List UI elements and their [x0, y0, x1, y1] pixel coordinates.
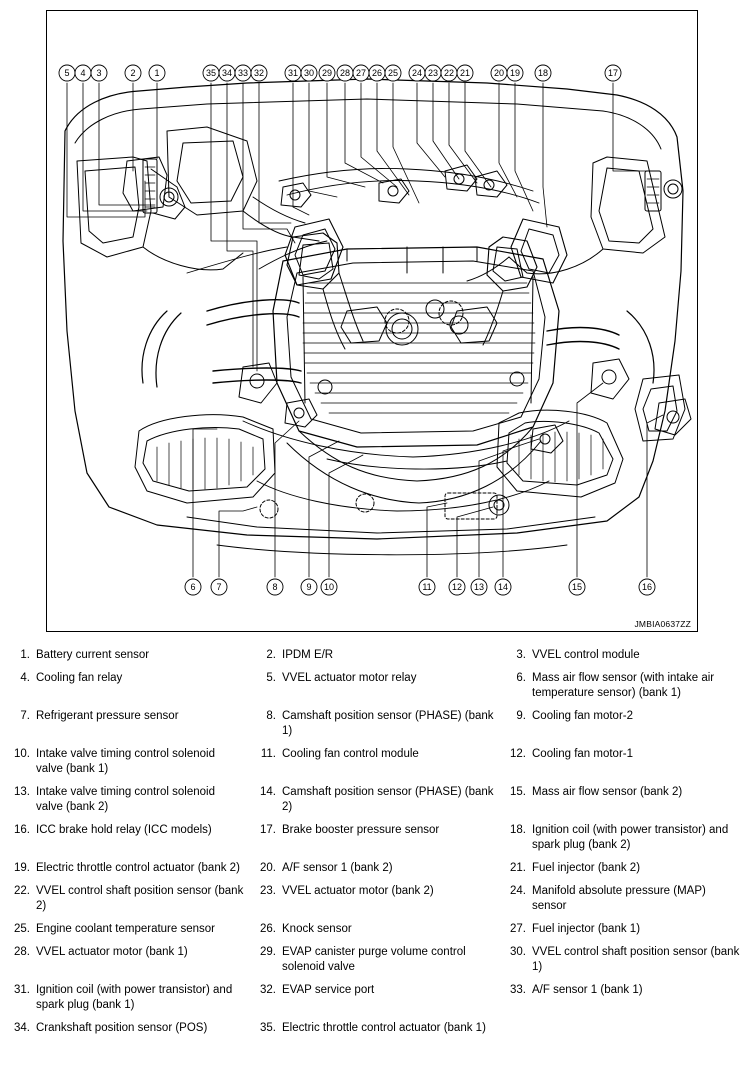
legend-number: 18. [510, 824, 526, 836]
legend-number: 29. [260, 946, 276, 958]
legend-label: Brake booster pressure sensor [282, 824, 440, 836]
legend-item [0, 1021, 248, 1036]
svg-text:20: 20 [493, 68, 505, 78]
legend-number: 26. [260, 923, 276, 935]
legend-number: 13. [14, 786, 30, 798]
legend-label: VVEL actuator motor (bank 1) [36, 946, 188, 958]
legend-number: 20. [260, 862, 276, 874]
legend-item [248, 922, 498, 937]
legend-row [0, 983, 747, 1021]
legend-number: 30. [510, 946, 526, 958]
legend-item [0, 785, 248, 815]
legend-label: VVEL control shaft position sensor (bank 1) [532, 946, 740, 973]
legend-label: EVAP service port [282, 984, 375, 996]
svg-text:16: 16 [641, 582, 653, 592]
legend-item [248, 671, 498, 701]
legend-item [0, 945, 248, 975]
legend-number: 4. [20, 672, 30, 684]
legend-item [248, 709, 498, 739]
legend-number: 34. [14, 1022, 30, 1034]
svg-text:9: 9 [306, 582, 312, 592]
legend-item [248, 1021, 498, 1036]
legend-label: Fuel injector (bank 1) [532, 923, 641, 935]
legend-label: Ignition coil (with power transistor) and spark plug (bank 1) [36, 984, 233, 1011]
svg-text:24: 24 [411, 68, 423, 78]
svg-text:13: 13 [473, 582, 485, 592]
legend-label: Mass air flow sensor (with intake air temperature sensor) (bank 1) [532, 672, 715, 699]
legend-item [498, 785, 747, 815]
svg-text:3: 3 [96, 68, 102, 78]
engine-diagram-svg [47, 11, 697, 631]
legend-number: 11. [260, 748, 276, 760]
legend-label: Battery current sensor [36, 649, 150, 661]
svg-text:30: 30 [303, 68, 315, 78]
legend-row [0, 1021, 747, 1044]
svg-text:6: 6 [190, 582, 196, 592]
legend-label: Knock sensor [282, 923, 352, 935]
legend-label: VVEL actuator motor relay [282, 672, 417, 684]
svg-text:34: 34 [221, 68, 233, 78]
legend-row [0, 785, 747, 823]
legend-item [498, 709, 747, 739]
legend-item [248, 823, 498, 853]
legend-label: Camshaft position sensor (PHASE) (bank 2) [282, 786, 494, 813]
svg-text:11: 11 [422, 582, 432, 592]
svg-text:18: 18 [537, 68, 549, 78]
legend-item [498, 671, 747, 701]
legend-label: A/F sensor 1 (bank 2) [282, 862, 393, 874]
legend-label: Fuel injector (bank 2) [532, 862, 641, 874]
legend-label: Engine coolant temperature sensor [36, 923, 215, 935]
legend-number: 33. [510, 984, 526, 996]
legend-row [0, 747, 747, 785]
legend-label: Camshaft position sensor (PHASE) (bank 1) [282, 710, 494, 737]
svg-text:33: 33 [237, 68, 249, 78]
legend-row [0, 884, 747, 922]
legend-item [0, 709, 248, 739]
legend-item [498, 884, 747, 914]
legend-row [0, 823, 747, 861]
legend-label: Cooling fan relay [36, 672, 123, 684]
legend-row [0, 709, 747, 747]
svg-text:19: 19 [509, 68, 521, 78]
legend-number: 22. [14, 885, 30, 897]
legend-item [0, 922, 248, 937]
svg-text:31: 31 [287, 68, 299, 78]
legend-label: EVAP canister purge volume control solenoid valve [282, 946, 466, 973]
legend-item [0, 823, 248, 853]
legend-item [0, 884, 248, 914]
legend-number: 16. [14, 824, 30, 836]
legend-number: 31. [14, 984, 30, 996]
legend-row [0, 671, 747, 709]
svg-text:2: 2 [130, 68, 136, 78]
legend-row [0, 945, 747, 983]
engine-compartment-figure [46, 10, 698, 632]
legend-label: A/F sensor 1 (bank 1) [532, 984, 643, 996]
legend-label: Crankshaft position sensor (POS) [36, 1022, 208, 1034]
legend-number: 15. [510, 786, 526, 798]
legend-number: 17. [260, 824, 276, 836]
legend-row [0, 861, 747, 884]
legend-item [498, 922, 747, 937]
legend-row [0, 922, 747, 945]
legend-item [248, 785, 498, 815]
legend-number: 9. [516, 710, 526, 722]
svg-text:21: 21 [459, 68, 471, 78]
svg-text:12: 12 [451, 582, 463, 592]
legend-item [498, 983, 747, 1013]
legend-item [0, 648, 248, 663]
legend-number: 3. [516, 649, 526, 661]
legend-number: 7. [20, 710, 30, 722]
legend-item [248, 945, 498, 975]
legend-number: 6. [516, 672, 526, 684]
svg-text:25: 25 [387, 68, 399, 78]
legend-label: ICC brake hold relay (ICC models) [36, 824, 212, 836]
svg-text:14: 14 [497, 582, 509, 592]
legend-item [0, 671, 248, 701]
legend-row [0, 648, 747, 671]
legend-label: Cooling fan motor-2 [532, 710, 633, 722]
legend-number: 19. [14, 862, 30, 874]
svg-text:23: 23 [427, 68, 439, 78]
legend-label: VVEL control shaft position sensor (bank 2) [36, 885, 244, 912]
legend-label: Electric throttle control actuator (bank 2) [36, 862, 240, 874]
svg-text:32: 32 [253, 68, 265, 78]
legend-number: 14. [260, 786, 276, 798]
legend-item [498, 747, 747, 777]
legend [0, 648, 747, 1044]
svg-text:27: 27 [355, 68, 367, 78]
legend-number: 35. [260, 1022, 276, 1034]
legend-number: 24. [510, 885, 526, 897]
svg-text:8: 8 [272, 582, 278, 592]
legend-item [248, 747, 498, 777]
legend-label: VVEL actuator motor (bank 2) [282, 885, 434, 897]
legend-label: Intake valve timing control solenoid valve (bank 2) [36, 786, 215, 813]
legend-number: 5. [266, 672, 276, 684]
legend-label: VVEL control module [532, 649, 640, 661]
legend-label: Manifold absolute pressure (MAP) sensor [532, 885, 706, 912]
legend-number: 23. [260, 885, 276, 897]
legend-item [248, 648, 498, 663]
svg-text:10: 10 [323, 582, 335, 592]
svg-text:4: 4 [80, 68, 86, 78]
legend-number: 28. [14, 946, 30, 958]
legend-label: Ignition coil (with power transistor) and spark plug (bank 2) [532, 824, 729, 851]
legend-number: 2. [266, 649, 276, 661]
legend-number: 27. [510, 923, 526, 935]
legend-item [248, 861, 498, 876]
legend-item [498, 648, 747, 663]
legend-number: 32. [260, 984, 276, 996]
svg-text:29: 29 [321, 68, 333, 78]
legend-number: 8. [266, 710, 276, 722]
svg-text:5: 5 [64, 68, 70, 78]
legend-number: 1. [20, 649, 30, 661]
legend-item [0, 747, 248, 777]
legend-number: 10. [14, 748, 30, 760]
legend-item [498, 823, 747, 853]
legend-item [498, 861, 747, 876]
svg-text:1: 1 [154, 68, 160, 78]
legend-item [248, 884, 498, 914]
legend-label: Mass air flow sensor (bank 2) [532, 786, 683, 798]
legend-label: Cooling fan control module [282, 748, 419, 760]
svg-text:35: 35 [205, 68, 217, 78]
legend-number: 25. [14, 923, 30, 935]
legend-item [0, 861, 248, 876]
legend-label: IPDM E/R [282, 649, 334, 661]
legend-label: Refrigerant pressure sensor [36, 710, 179, 722]
legend-label: Cooling fan motor-1 [532, 748, 633, 760]
svg-text:17: 17 [607, 68, 619, 78]
svg-text:26: 26 [371, 68, 383, 78]
svg-text:15: 15 [571, 582, 583, 592]
svg-text:28: 28 [339, 68, 351, 78]
legend-label: Intake valve timing control solenoid valve (bank 1) [36, 748, 215, 775]
legend-label: Electric throttle control actuator (bank 1) [282, 1022, 486, 1034]
legend-item [248, 983, 498, 1013]
legend-item [498, 945, 747, 975]
legend-item [0, 983, 248, 1013]
legend-number: 12. [510, 748, 526, 760]
svg-text:7: 7 [216, 582, 222, 592]
svg-text:22: 22 [443, 68, 455, 78]
legend-number: 21. [510, 862, 526, 874]
figure-code: JMBIA0637ZZ [634, 619, 691, 629]
